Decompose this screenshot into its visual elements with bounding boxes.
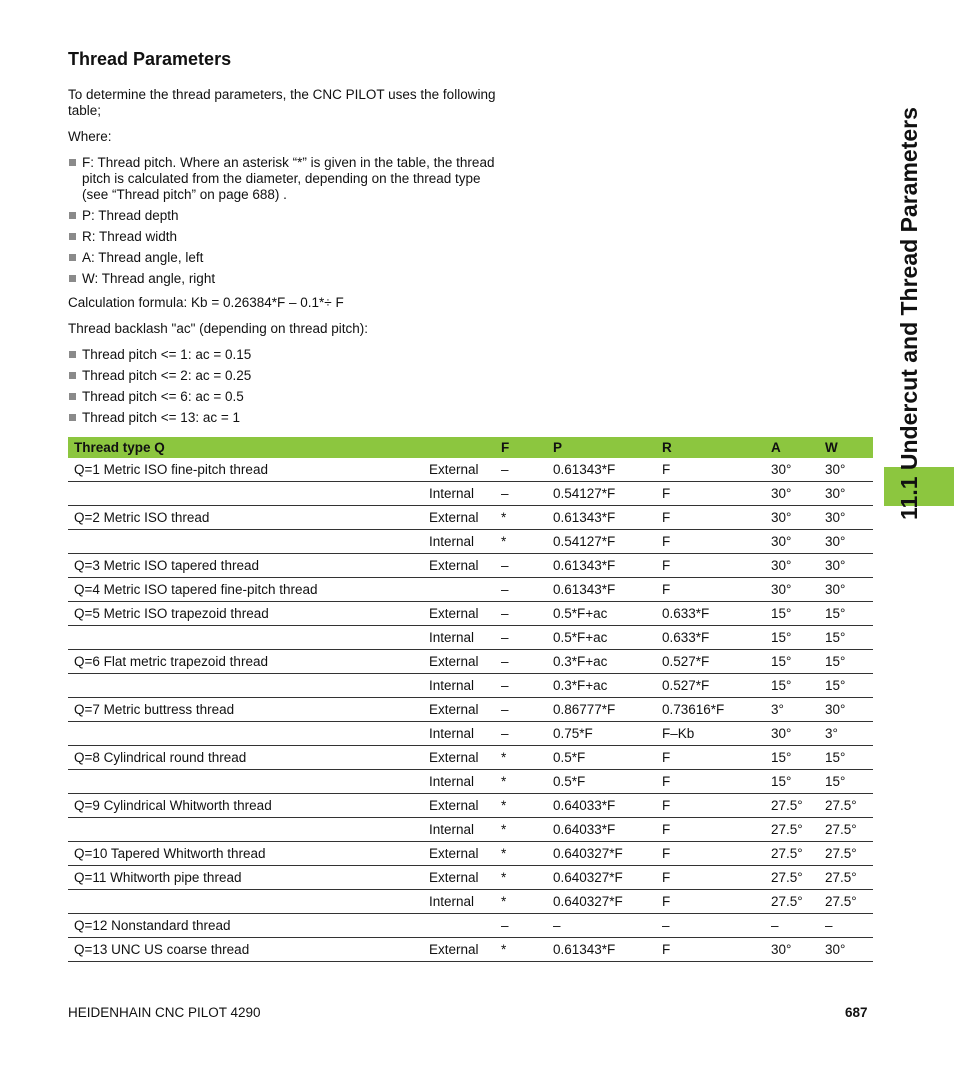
- cell-f: –: [495, 722, 547, 746]
- cell-f: *: [495, 794, 547, 818]
- table-row: [68, 698, 873, 722]
- cell-variant: [423, 914, 495, 938]
- cell-p: 0.61343*F: [547, 458, 656, 482]
- cell-a: 15°: [765, 650, 819, 674]
- cell-w: 15°: [819, 770, 873, 794]
- table-row: [68, 842, 873, 866]
- cell-thread-type: Q=4 Metric ISO tapered fine-pitch thread: [68, 578, 423, 602]
- cell-thread-type: Q=12 Nonstandard thread: [68, 914, 423, 938]
- footer-product: HEIDENHAIN CNC PILOT 4290: [68, 1005, 261, 1020]
- cell-p: 0.3*F+ac: [547, 650, 656, 674]
- table-row: [68, 746, 873, 770]
- cell-thread-type: Q=3 Metric ISO tapered thread: [68, 554, 423, 578]
- cell-variant: Internal: [423, 482, 495, 506]
- cell-p: 0.61343*F: [547, 554, 656, 578]
- table-row: [68, 722, 873, 746]
- cell-w: 15°: [819, 674, 873, 698]
- cell-thread-type: [68, 674, 423, 698]
- intro-text: To determine the thread parameters, the CNC PILOT uses the following table;: [68, 87, 496, 118]
- cell-p: 0.5*F+ac: [547, 602, 656, 626]
- cell-variant: Internal: [423, 818, 495, 842]
- table-row: [68, 794, 873, 818]
- table-row: [68, 602, 873, 626]
- cell-a: 15°: [765, 602, 819, 626]
- cell-thread-type: Q=11 Whitworth pipe thread: [68, 866, 423, 890]
- cell-r: F: [656, 842, 765, 866]
- cell-variant: External: [423, 554, 495, 578]
- backlash-bullet: Thread pitch <= 1: ac = 0.15: [68, 347, 498, 363]
- cell-r: F: [656, 506, 765, 530]
- cell-r: F: [656, 938, 765, 962]
- table-row: [68, 674, 873, 698]
- bullet-square-icon: [69, 212, 76, 219]
- cell-variant: Internal: [423, 890, 495, 914]
- cell-r: 0.73616*F: [656, 698, 765, 722]
- cell-r: 0.527*F: [656, 674, 765, 698]
- cell-variant: External: [423, 842, 495, 866]
- cell-p: 0.54127*F: [547, 482, 656, 506]
- cell-r: F: [656, 746, 765, 770]
- cell-f: *: [495, 506, 547, 530]
- header-thread-type: Thread type Q: [68, 437, 423, 458]
- cell-p: –: [547, 914, 656, 938]
- cell-w: 30°: [819, 506, 873, 530]
- cell-variant: External: [423, 698, 495, 722]
- cell-w: 30°: [819, 458, 873, 482]
- table-row: [68, 866, 873, 890]
- table-body: [68, 458, 873, 962]
- cell-w: 30°: [819, 578, 873, 602]
- cell-r: F: [656, 770, 765, 794]
- cell-w: 3°: [819, 722, 873, 746]
- cell-f: –: [495, 914, 547, 938]
- param-bullet-list: [68, 155, 498, 287]
- param-bullet: R: Thread width: [68, 229, 498, 245]
- cell-r: F: [656, 818, 765, 842]
- cell-a: 27.5°: [765, 842, 819, 866]
- cell-p: 0.61343*F: [547, 938, 656, 962]
- cell-a: 30°: [765, 722, 819, 746]
- cell-r: F: [656, 554, 765, 578]
- section-heading: Thread Parameters: [68, 49, 232, 69]
- cell-a: 30°: [765, 938, 819, 962]
- param-bullet: F: Thread pitch. Where an asterisk “*” is given in the table, the thread pitch is calculated from the diameter, depending on the thread type (see “Thread pitch” on page 688) .: [68, 155, 498, 203]
- cell-p: 0.640327*F: [547, 890, 656, 914]
- cell-p: 0.61343*F: [547, 578, 656, 602]
- cell-a: 27.5°: [765, 818, 819, 842]
- cell-r: F–Kb: [656, 722, 765, 746]
- cell-thread-type: Q=13 UNC US coarse thread: [68, 938, 423, 962]
- header-w: W: [819, 437, 873, 458]
- thread-parameters-table: [68, 437, 873, 962]
- cell-variant: Internal: [423, 530, 495, 554]
- cell-a: 3°: [765, 698, 819, 722]
- cell-f: *: [495, 938, 547, 962]
- cell-thread-type: [68, 770, 423, 794]
- cell-variant: Internal: [423, 626, 495, 650]
- cell-p: 0.3*F+ac: [547, 674, 656, 698]
- cell-r: F: [656, 890, 765, 914]
- cell-thread-type: Q=1 Metric ISO fine-pitch thread: [68, 458, 423, 482]
- cell-a: 15°: [765, 674, 819, 698]
- cell-r: F: [656, 866, 765, 890]
- cell-r: F: [656, 530, 765, 554]
- cell-thread-type: Q=2 Metric ISO thread: [68, 506, 423, 530]
- cell-variant: External: [423, 602, 495, 626]
- table-row: [68, 914, 873, 938]
- bullet-square-icon: [69, 414, 76, 421]
- cell-r: F: [656, 578, 765, 602]
- table-row: [68, 890, 873, 914]
- cell-a: 30°: [765, 458, 819, 482]
- cell-variant: External: [423, 794, 495, 818]
- cell-thread-type: [68, 890, 423, 914]
- cell-r: F: [656, 794, 765, 818]
- cell-p: 0.75*F: [547, 722, 656, 746]
- cell-a: 27.5°: [765, 890, 819, 914]
- table-row: [68, 818, 873, 842]
- cell-w: 15°: [819, 602, 873, 626]
- cell-r: F: [656, 458, 765, 482]
- page-number: 687: [845, 1005, 868, 1020]
- cell-a: 30°: [765, 554, 819, 578]
- param-bullet: P: Thread depth: [68, 208, 498, 224]
- table-row: [68, 770, 873, 794]
- cell-r: –: [656, 914, 765, 938]
- cell-f: *: [495, 890, 547, 914]
- header-a: A: [765, 437, 819, 458]
- cell-p: 0.61343*F: [547, 506, 656, 530]
- cell-f: –: [495, 578, 547, 602]
- cell-w: 27.5°: [819, 818, 873, 842]
- table-row: [68, 626, 873, 650]
- backlash-bullet: Thread pitch <= 13: ac = 1: [68, 410, 498, 426]
- cell-variant: Internal: [423, 674, 495, 698]
- cell-p: 0.5*F+ac: [547, 626, 656, 650]
- cell-variant: External: [423, 746, 495, 770]
- backlash-bullet: Thread pitch <= 6: ac = 0.5: [68, 389, 498, 405]
- cell-w: 27.5°: [819, 842, 873, 866]
- cell-p: 0.64033*F: [547, 818, 656, 842]
- cell-w: 30°: [819, 554, 873, 578]
- bullet-square-icon: [69, 351, 76, 358]
- cell-f: *: [495, 866, 547, 890]
- cell-variant: Internal: [423, 770, 495, 794]
- cell-thread-type: [68, 626, 423, 650]
- cell-p: 0.5*F: [547, 746, 656, 770]
- cell-thread-type: Q=10 Tapered Whitworth thread: [68, 842, 423, 866]
- cell-p: 0.64033*F: [547, 794, 656, 818]
- cell-a: 15°: [765, 770, 819, 794]
- cell-w: 27.5°: [819, 866, 873, 890]
- cell-variant: Internal: [423, 722, 495, 746]
- cell-variant: External: [423, 458, 495, 482]
- cell-variant: External: [423, 506, 495, 530]
- cell-w: 30°: [819, 530, 873, 554]
- cell-w: 15°: [819, 746, 873, 770]
- backlash-bullet-list: [68, 347, 498, 426]
- table-row: [68, 650, 873, 674]
- cell-w: 27.5°: [819, 794, 873, 818]
- cell-a: –: [765, 914, 819, 938]
- cell-r: 0.633*F: [656, 626, 765, 650]
- cell-thread-type: Q=7 Metric buttress thread: [68, 698, 423, 722]
- cell-variant: External: [423, 650, 495, 674]
- cell-a: 27.5°: [765, 794, 819, 818]
- param-bullet: A: Thread angle, left: [68, 250, 498, 266]
- cell-w: 30°: [819, 938, 873, 962]
- cell-a: 30°: [765, 530, 819, 554]
- cell-variant: External: [423, 938, 495, 962]
- backlash-intro: Thread backlash "ac" (depending on thread pitch):: [68, 321, 369, 336]
- cell-thread-type: [68, 818, 423, 842]
- cell-w: 30°: [819, 482, 873, 506]
- cell-thread-type: Q=6 Flat metric trapezoid thread: [68, 650, 423, 674]
- table-row: [68, 482, 873, 506]
- cell-thread-type: [68, 722, 423, 746]
- chapter-side-title: 11.1 Undercut and Thread Parameters: [896, 107, 922, 520]
- cell-thread-type: Q=5 Metric ISO trapezoid thread: [68, 602, 423, 626]
- cell-f: –: [495, 674, 547, 698]
- cell-p: 0.640327*F: [547, 866, 656, 890]
- cell-a: 15°: [765, 626, 819, 650]
- cell-p: 0.5*F: [547, 770, 656, 794]
- cell-p: 0.640327*F: [547, 842, 656, 866]
- table-header-row: [68, 437, 873, 458]
- table-row: [68, 938, 873, 962]
- cell-f: –: [495, 626, 547, 650]
- table-row: [68, 530, 873, 554]
- cell-a: 27.5°: [765, 866, 819, 890]
- cell-variant: External: [423, 866, 495, 890]
- cell-w: –: [819, 914, 873, 938]
- table-row: [68, 578, 873, 602]
- bullet-square-icon: [69, 275, 76, 282]
- bullet-square-icon: [69, 233, 76, 240]
- cell-a: 30°: [765, 482, 819, 506]
- table-row: [68, 554, 873, 578]
- intro-block: [68, 87, 498, 434]
- bullet-square-icon: [69, 254, 76, 261]
- cell-r: 0.527*F: [656, 650, 765, 674]
- cell-r: F: [656, 482, 765, 506]
- cell-p: 0.86777*F: [547, 698, 656, 722]
- cell-f: –: [495, 482, 547, 506]
- cell-f: –: [495, 458, 547, 482]
- cell-w: 15°: [819, 650, 873, 674]
- cell-f: *: [495, 530, 547, 554]
- cell-f: –: [495, 554, 547, 578]
- header-r: R: [656, 437, 765, 458]
- cell-f: *: [495, 770, 547, 794]
- cell-a: 30°: [765, 506, 819, 530]
- cell-a: 15°: [765, 746, 819, 770]
- bullet-square-icon: [69, 159, 76, 166]
- cell-w: 27.5°: [819, 890, 873, 914]
- cell-f: *: [495, 746, 547, 770]
- cell-a: 30°: [765, 578, 819, 602]
- cell-f: –: [495, 698, 547, 722]
- header-blank: [423, 437, 495, 458]
- cell-f: –: [495, 602, 547, 626]
- cell-f: –: [495, 650, 547, 674]
- calculation-formula: Calculation formula: Kb = 0.26384*F – 0.1*÷ F: [68, 295, 344, 310]
- cell-w: 15°: [819, 626, 873, 650]
- backlash-bullet: Thread pitch <= 2: ac = 0.25: [68, 368, 498, 384]
- cell-f: *: [495, 818, 547, 842]
- header-f: F: [495, 437, 547, 458]
- cell-thread-type: [68, 530, 423, 554]
- bullet-square-icon: [69, 372, 76, 379]
- param-bullet: W: Thread angle, right: [68, 271, 498, 287]
- cell-thread-type: Q=8 Cylindrical round thread: [68, 746, 423, 770]
- cell-variant: [423, 578, 495, 602]
- cell-p: 0.54127*F: [547, 530, 656, 554]
- cell-r: 0.633*F: [656, 602, 765, 626]
- where-label: Where:: [68, 129, 112, 144]
- cell-thread-type: Q=9 Cylindrical Whitworth thread: [68, 794, 423, 818]
- cell-thread-type: [68, 482, 423, 506]
- cell-f: *: [495, 842, 547, 866]
- bullet-square-icon: [69, 393, 76, 400]
- cell-w: 30°: [819, 698, 873, 722]
- table-row: [68, 506, 873, 530]
- table-row: [68, 458, 873, 482]
- header-p: P: [547, 437, 656, 458]
